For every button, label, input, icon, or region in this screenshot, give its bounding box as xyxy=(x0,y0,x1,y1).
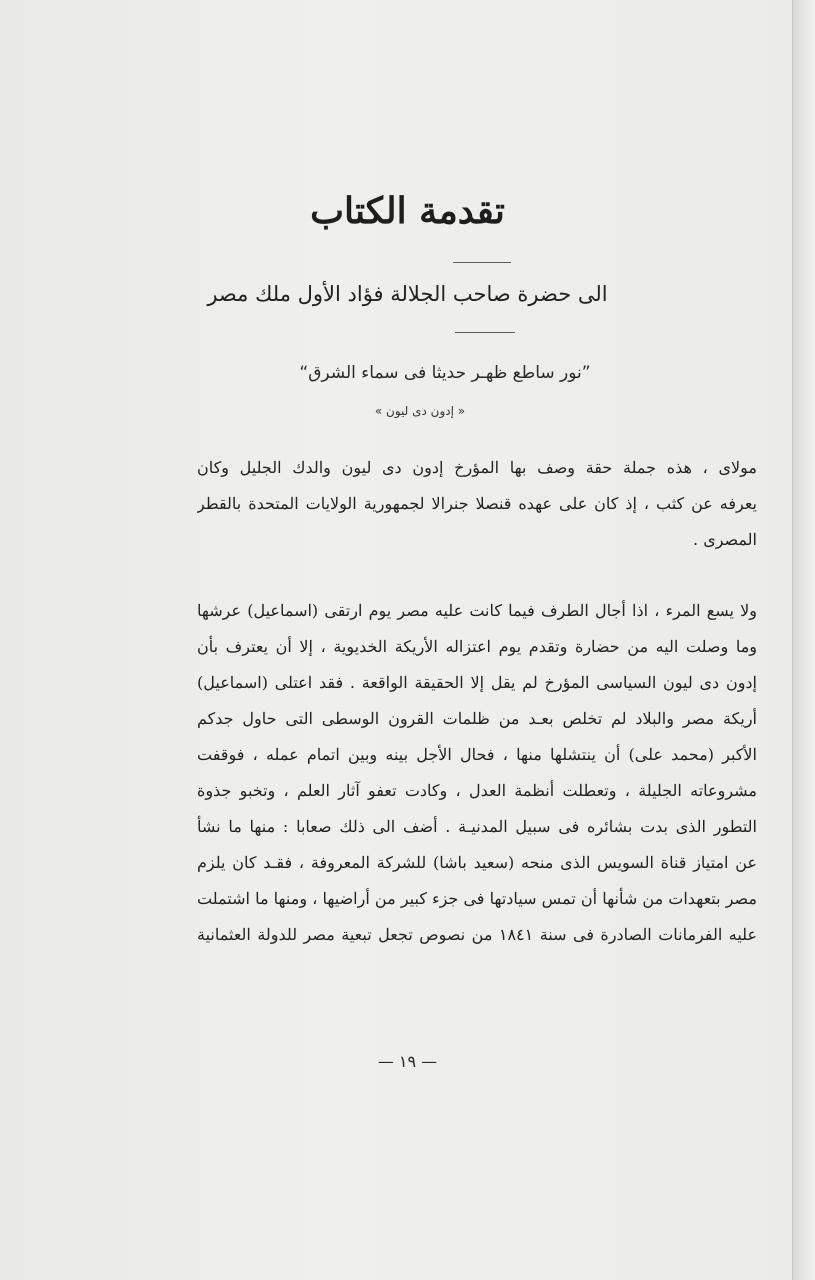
text-line: أريكة مصر والبلاد لم تخلص بعـد من ظلمات القرون الوسطى التى حاول جدكم xyxy=(197,709,757,728)
epigraph-author: « إدون دى ليون » xyxy=(374,404,466,418)
text-line: الأكبر (محمد على) أن ينتشلها منها ، فحال الأجل بينه وبين اتمام عمله ، فوقفت xyxy=(197,745,757,764)
page-number: — ١٩ — xyxy=(377,1052,438,1071)
text-line: التطور الذى بدت بشائره فى سبيل المدنيـة . أضف الى ذلك صعابا : منها ما نشأ xyxy=(197,817,757,836)
text-line: المصرى . xyxy=(693,530,757,549)
text-line: ولا يسع المرء ، اذا أجال الطرف فيما كانت عليه مصر يوم ارتقى (اسماعيل) عرشها xyxy=(197,601,757,620)
text-line: عن امتياز قناة السويس الذى منحه (سعيد باشا) للشركة المعروفة ، فقـد كان يلزم xyxy=(197,853,757,872)
text-line: إدون دى ليون السياسى المؤرخ لم يقل إلا الحقيقة الواقعة . فقد اعتلى (اسماعيل) xyxy=(197,673,757,692)
text-line: عليه الفرمانات الصادرة فى سنة ١٨٤١ من نصوص تجعل تبعية مصر للدولة العثمانية xyxy=(197,925,757,944)
epigraph-quote: ”نور ساطع ظهـر حديثا فى سماء الشرق“ xyxy=(299,363,591,383)
text-line: يعرفه عن كثب ، إذ كان على عهده قنصلا جنرالا لجمهورية الولايات المتحدة بالقطر xyxy=(197,494,757,513)
text-line: مولاى ، هذه جملة حقة وصف بها المؤرخ إدون دى ليون والدك الجليل وكان xyxy=(197,458,757,477)
dedication: الى حضرة صاحب الجلالة فؤاد الأول ملك مصر xyxy=(207,282,608,306)
paragraph-1 xyxy=(197,450,757,558)
dedication-divider xyxy=(455,332,515,333)
title-divider xyxy=(453,262,511,263)
text-line: مصر بتعهدات من شأنها أن تمس سيادتها فى جزء كبير من أراضيها ، ومنها ما اشتملت xyxy=(197,889,757,908)
text-line: وما وصلت اليه من حضارة وتقدم يوم اعتزاله الأريكة الخديوية ، إلا أن يعترف بأن xyxy=(197,637,757,656)
text-line: مشروعاته الجليلة ، وتعطلت أنظمة العدل ، وكادت تعفو آثار العلم ، وتخبو جذوة xyxy=(197,781,757,800)
chapter-title: تقدمة الكتاب xyxy=(310,190,505,232)
paragraph-2 xyxy=(197,593,757,953)
